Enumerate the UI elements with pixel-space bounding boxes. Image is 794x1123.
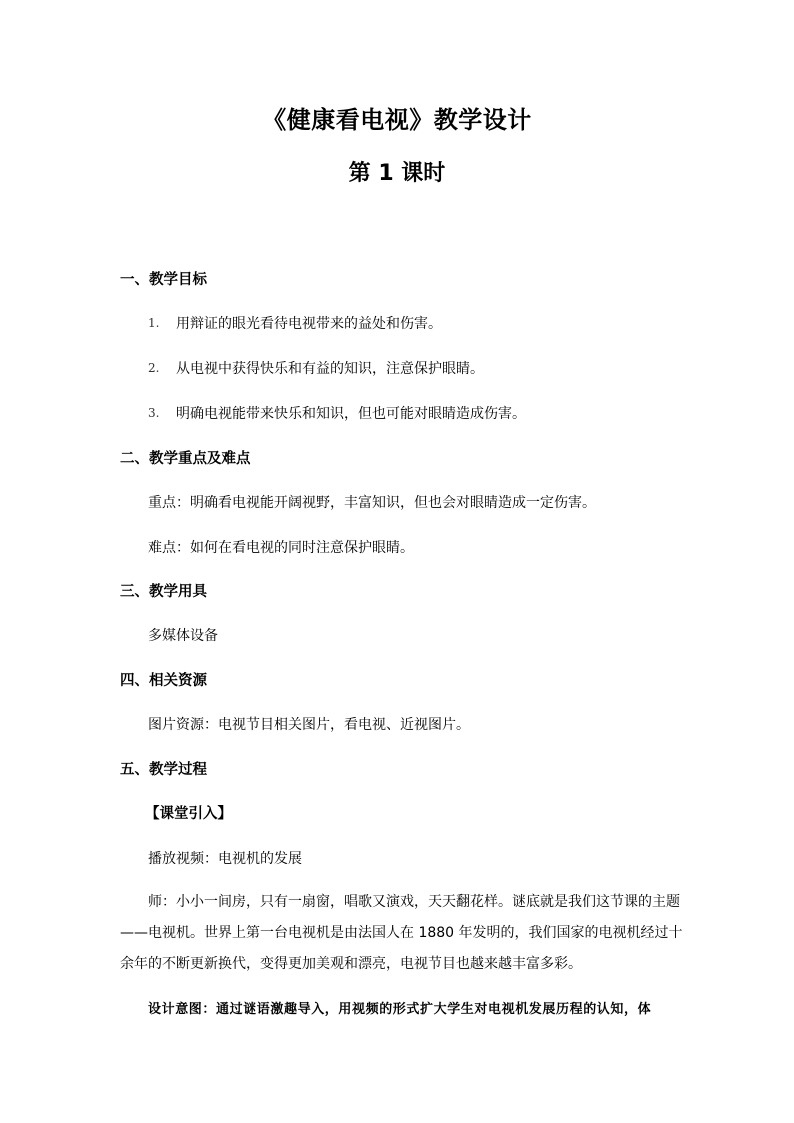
resources-text: 图片资源：电视节目相关图片，看电视、近视图片。	[148, 717, 470, 733]
design-intent-text: 设计意图：通过谜语激趣导入，用视频的形式扩大学生对电视机发展历程的认知，体	[148, 1002, 652, 1017]
video-text: 播放视频：电视机的发展	[148, 851, 302, 867]
section-heading-resources: 四、相关资源	[120, 673, 207, 689]
document-title: 《健康看电视》教学设计	[262, 106, 532, 134]
list-item: 用辩证的眼光看待电视带来的益处和伤害。	[176, 316, 442, 332]
section-heading-tools: 三、教学用具	[120, 584, 207, 600]
list-number: 1.	[148, 316, 160, 330]
difficult-point-text: 难点：如何在看电视的同时注意保护眼睛。	[148, 540, 414, 556]
teacher-paragraph-line: 余年的不断更新换代，变得更加美观和漂亮，电视节目也越来越丰富多彩。	[120, 956, 582, 972]
list-number: 3.	[148, 406, 160, 420]
class-intro-subheading: 【课堂引入】	[145, 806, 232, 822]
list-number: 2.	[148, 361, 160, 375]
tools-text: 多媒体设备	[148, 628, 218, 644]
teacher-paragraph-line: ——电视机。世界上第一台电视机是由法国人在 1880 年发明的，我们国家的电视机经过十	[120, 925, 683, 941]
section-heading-key-points: 二、教学重点及难点	[120, 451, 251, 467]
section-heading-process: 五、教学过程	[120, 762, 207, 778]
section-heading-objectives: 一、教学目标	[120, 272, 207, 288]
key-point-text: 重点：明确看电视能开阔视野，丰富知识，但也会对眼睛造成一定伤害。	[148, 495, 596, 511]
lesson-period: 第 1 课时	[348, 161, 446, 186]
teacher-paragraph-line: 师：小小一间房，只有一扇窗，唱歌又演戏，天天翻花样。谜底就是我们这节课的主题	[148, 894, 680, 910]
list-item: 从电视中获得快乐和有益的知识，注意保护眼睛。	[176, 361, 484, 377]
list-item: 明确电视能带来快乐和知识，但也可能对眼睛造成伤害。	[176, 406, 526, 422]
